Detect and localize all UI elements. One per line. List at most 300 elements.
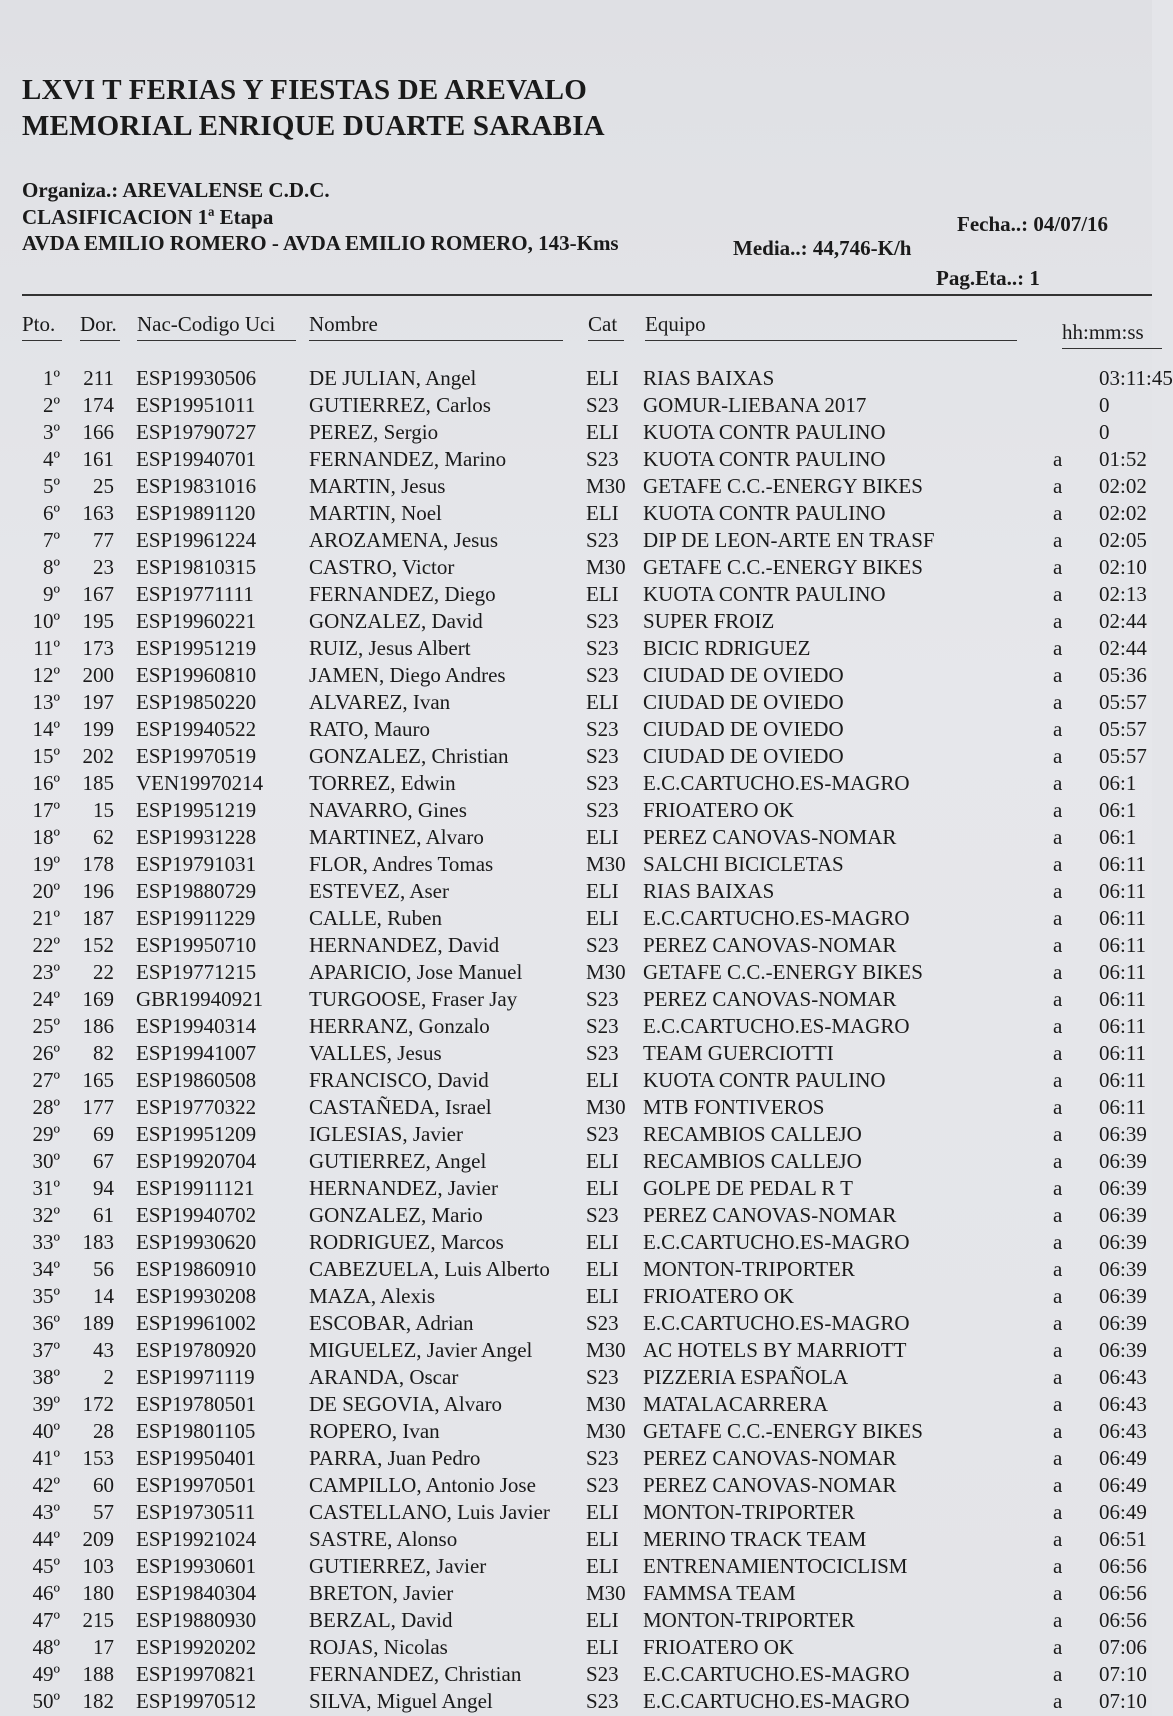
time-cell: 06:11 bbox=[1099, 933, 1147, 957]
team-cell: E.C.CARTUCHO.ES-MAGRO bbox=[643, 771, 910, 795]
position-cell: 42º bbox=[32, 1473, 60, 1497]
column-header-team: Equipo bbox=[645, 312, 1017, 337]
time-cell: 06:43 bbox=[1099, 1419, 1147, 1443]
rider-name-cell: ESTEVEZ, Aser bbox=[309, 879, 449, 903]
gap-marker-cell: a bbox=[1053, 690, 1063, 714]
bib-cell: 14 bbox=[93, 1284, 114, 1308]
gap-marker-cell: a bbox=[1053, 1068, 1063, 1092]
gap-marker-cell: a bbox=[1053, 1446, 1063, 1470]
position-cell: 14º bbox=[32, 717, 60, 741]
position-cell: 35º bbox=[32, 1284, 60, 1308]
table-row bbox=[0, 933, 1152, 960]
table-row bbox=[0, 1473, 1152, 1500]
uci-code-cell: ESP19921024 bbox=[136, 1527, 257, 1551]
time-cell: 02:02 bbox=[1099, 474, 1147, 498]
uci-code-cell: GBR19940921 bbox=[136, 987, 264, 1011]
category-cell: ELI bbox=[586, 1176, 619, 1200]
table-row bbox=[0, 393, 1152, 420]
rider-name-cell: PEREZ, Sergio bbox=[309, 420, 439, 444]
gap-marker-cell: a bbox=[1053, 906, 1063, 930]
category-cell: M30 bbox=[586, 1419, 626, 1443]
gap-marker-cell: a bbox=[1053, 1014, 1063, 1038]
table-row bbox=[0, 1257, 1152, 1284]
rider-name-cell: CALLE, Ruben bbox=[309, 906, 442, 930]
table-row bbox=[0, 798, 1152, 825]
team-cell: MATALACARRERA bbox=[643, 1392, 829, 1416]
table-row bbox=[0, 555, 1152, 582]
team-cell: FRIOATERO OK bbox=[643, 798, 795, 822]
time-cell: 06:39 bbox=[1099, 1284, 1147, 1308]
gap-marker-cell: a bbox=[1053, 1554, 1063, 1578]
rider-name-cell: MIGUELEZ, Javier Angel bbox=[309, 1338, 533, 1362]
uci-code-cell: ESP19860508 bbox=[136, 1068, 257, 1092]
rider-name-cell: CASTAÑEDA, Israel bbox=[309, 1095, 492, 1119]
gap-marker-cell: a bbox=[1053, 1257, 1063, 1281]
gap-marker-cell: a bbox=[1053, 744, 1063, 768]
bib-cell: 202 bbox=[82, 744, 114, 768]
average-speed: Media..: 44,746-K/h bbox=[733, 236, 912, 260]
gap-marker-cell: a bbox=[1053, 1419, 1063, 1443]
position-cell: 49º bbox=[32, 1662, 60, 1686]
table-row bbox=[0, 366, 1173, 393]
category-cell: ELI bbox=[586, 366, 619, 390]
category-cell: S23 bbox=[586, 717, 619, 741]
column-header-name: Nombre bbox=[309, 312, 563, 337]
category-cell: ELI bbox=[586, 1284, 619, 1308]
gap-marker-cell: a bbox=[1053, 771, 1063, 795]
time-cell: 0 bbox=[1099, 420, 1110, 444]
rider-name-cell: CABEZUELA, Luis Alberto bbox=[309, 1257, 550, 1281]
table-row bbox=[0, 852, 1152, 879]
time-cell: 05:36 bbox=[1099, 663, 1147, 687]
position-cell: 8º bbox=[42, 555, 60, 579]
category-cell: S23 bbox=[586, 771, 619, 795]
gap-marker-cell: a bbox=[1053, 1473, 1063, 1497]
position-cell: 46º bbox=[32, 1581, 60, 1605]
table-row bbox=[0, 987, 1152, 1014]
position-cell: 10º bbox=[32, 609, 60, 633]
gap-marker-cell: a bbox=[1053, 1230, 1063, 1254]
position-cell: 20º bbox=[32, 879, 60, 903]
gap-marker-cell: a bbox=[1053, 1176, 1063, 1200]
bib-cell: 186 bbox=[82, 1014, 114, 1038]
rider-name-cell: CASTELLANO, Luis Javier bbox=[309, 1500, 550, 1524]
bib-cell: 200 bbox=[82, 663, 114, 687]
rider-name-cell: BRETON, Javier bbox=[309, 1581, 454, 1605]
team-cell: ENTRENAMIENTOCICLISM bbox=[643, 1554, 908, 1578]
time-cell: 07:06 bbox=[1099, 1635, 1147, 1659]
position-cell: 37º bbox=[32, 1338, 60, 1362]
position-cell: 24º bbox=[32, 987, 60, 1011]
bib-cell: 196 bbox=[82, 879, 114, 903]
category-cell: ELI bbox=[586, 1149, 619, 1173]
position-cell: 21º bbox=[32, 906, 60, 930]
gap-marker-cell: a bbox=[1053, 1122, 1063, 1146]
team-cell: GOLPE DE PEDAL R T bbox=[643, 1176, 853, 1200]
bib-cell: 174 bbox=[82, 393, 114, 417]
table-row bbox=[0, 1608, 1152, 1635]
position-cell: 33º bbox=[32, 1230, 60, 1254]
gap-marker-cell: a bbox=[1053, 447, 1063, 471]
gap-marker-cell: a bbox=[1053, 1392, 1063, 1416]
bib-cell: 15 bbox=[93, 798, 114, 822]
table-row bbox=[0, 1338, 1152, 1365]
team-cell: MONTON-TRIPORTER bbox=[643, 1500, 855, 1524]
table-row bbox=[0, 1527, 1152, 1554]
rider-name-cell: GUTIERREZ, Angel bbox=[309, 1149, 487, 1173]
time-cell: 02:13 bbox=[1099, 582, 1147, 606]
position-cell: 43º bbox=[32, 1500, 60, 1524]
time-cell: 02:10 bbox=[1099, 555, 1147, 579]
position-cell: 15º bbox=[32, 744, 60, 768]
time-cell: 06:11 bbox=[1099, 987, 1147, 1011]
category-cell: ELI bbox=[586, 501, 619, 525]
table-row bbox=[0, 1041, 1152, 1068]
position-cell: 45º bbox=[32, 1554, 60, 1578]
uci-code-cell: ESP19730511 bbox=[136, 1500, 256, 1524]
uci-code-cell: ESP19840304 bbox=[136, 1581, 257, 1605]
table-row bbox=[0, 1149, 1152, 1176]
team-cell: RECAMBIOS CALLEJO bbox=[643, 1122, 862, 1146]
time-cell: 06:49 bbox=[1099, 1446, 1147, 1470]
position-cell: 9º bbox=[42, 582, 60, 606]
uci-code-cell: ESP19940702 bbox=[136, 1203, 257, 1227]
position-cell: 22º bbox=[32, 933, 60, 957]
table-row bbox=[0, 1068, 1152, 1095]
rider-name-cell: GONZALEZ, Mario bbox=[309, 1203, 483, 1227]
category-cell: S23 bbox=[586, 933, 619, 957]
time-cell: 06:39 bbox=[1099, 1203, 1147, 1227]
bib-cell: 77 bbox=[93, 528, 114, 552]
page-number: Pag.Eta..: 1 bbox=[936, 266, 1040, 290]
team-cell: PIZZERIA ESPAÑOLA bbox=[643, 1365, 849, 1389]
time-cell: 06:39 bbox=[1099, 1338, 1147, 1362]
rider-name-cell: DE SEGOVIA, Alvaro bbox=[309, 1392, 503, 1416]
gap-marker-cell: a bbox=[1053, 528, 1063, 552]
rider-name-cell: GUTIERREZ, Javier bbox=[309, 1554, 487, 1578]
rider-name-cell: HERNANDEZ, Javier bbox=[309, 1176, 498, 1200]
table-row bbox=[0, 1554, 1152, 1581]
time-cell: 06:39 bbox=[1099, 1149, 1147, 1173]
time-cell: 06:39 bbox=[1099, 1311, 1147, 1335]
team-cell: CIUDAD DE OVIEDO bbox=[643, 744, 844, 768]
time-cell: 02:02 bbox=[1099, 501, 1147, 525]
bib-cell: 28 bbox=[93, 1419, 114, 1443]
rider-name-cell: HERNANDEZ, David bbox=[309, 933, 500, 957]
time-cell: 06:49 bbox=[1099, 1500, 1147, 1524]
rider-name-cell: FERNANDEZ, Christian bbox=[309, 1662, 522, 1686]
team-cell: CIUDAD DE OVIEDO bbox=[643, 690, 844, 714]
uci-code-cell: ESP19940314 bbox=[136, 1014, 257, 1038]
classification-label: CLASIFICACION 1ª Etapa bbox=[22, 205, 274, 229]
uci-code-cell: ESP19920202 bbox=[136, 1635, 257, 1659]
rider-name-cell: RATO, Mauro bbox=[309, 717, 430, 741]
position-cell: 18º bbox=[32, 825, 60, 849]
date-label: Fecha..: 04/07/16 bbox=[957, 212, 1109, 236]
uci-code-cell: ESP19930601 bbox=[136, 1554, 257, 1578]
category-cell: S23 bbox=[586, 987, 619, 1011]
team-cell: RIAS BAIXAS bbox=[643, 366, 775, 390]
rider-name-cell: SILVA, Miguel Angel bbox=[309, 1689, 493, 1713]
position-cell: 25º bbox=[32, 1014, 60, 1038]
rider-name-cell: FLOR, Andres Tomas bbox=[309, 852, 494, 876]
position-cell: 7º bbox=[42, 528, 60, 552]
time-cell: 06:1 bbox=[1099, 771, 1137, 795]
category-cell: S23 bbox=[586, 528, 619, 552]
time-cell: 06:1 bbox=[1099, 798, 1137, 822]
time-cell: 02:44 bbox=[1099, 636, 1147, 660]
bib-cell: 69 bbox=[93, 1122, 114, 1146]
rider-name-cell: GUTIERREZ, Carlos bbox=[309, 393, 491, 417]
position-cell: 19º bbox=[32, 852, 60, 876]
position-cell: 40º bbox=[32, 1419, 60, 1443]
time-cell: 06:11 bbox=[1099, 1068, 1147, 1092]
bib-cell: 94 bbox=[93, 1176, 114, 1200]
position-cell: 38º bbox=[32, 1365, 60, 1389]
uci-code-cell: ESP19961224 bbox=[136, 528, 257, 552]
time-cell: 06:56 bbox=[1099, 1581, 1147, 1605]
uci-code-cell: ESP19940701 bbox=[136, 447, 257, 471]
position-cell: 31º bbox=[32, 1176, 60, 1200]
bib-cell: 161 bbox=[82, 447, 114, 471]
gap-marker-cell: a bbox=[1053, 987, 1063, 1011]
category-cell: ELI bbox=[586, 1257, 619, 1281]
team-cell: RIAS BAIXAS bbox=[643, 879, 775, 903]
position-cell: 39º bbox=[32, 1392, 60, 1416]
bib-cell: 177 bbox=[82, 1095, 114, 1119]
team-cell: KUOTA CONTR PAULINO bbox=[643, 582, 886, 606]
position-cell: 34º bbox=[32, 1257, 60, 1281]
table-row bbox=[0, 1203, 1152, 1230]
uci-code-cell: ESP19971119 bbox=[136, 1365, 255, 1389]
uci-code-cell: ESP19801105 bbox=[136, 1419, 256, 1443]
category-cell: ELI bbox=[586, 1635, 619, 1659]
category-cell: S23 bbox=[586, 1014, 619, 1038]
team-cell: MONTON-TRIPORTER bbox=[643, 1257, 855, 1281]
uci-code-cell: ESP19791031 bbox=[136, 852, 257, 876]
team-cell: CIUDAD DE OVIEDO bbox=[643, 717, 844, 741]
gap-marker-cell: a bbox=[1053, 1689, 1063, 1713]
table-row bbox=[0, 825, 1152, 852]
gap-marker-cell: a bbox=[1053, 582, 1063, 606]
category-cell: S23 bbox=[586, 1446, 619, 1470]
team-cell: KUOTA CONTR PAULINO bbox=[643, 420, 886, 444]
team-cell: PEREZ CANOVAS-NOMAR bbox=[643, 987, 897, 1011]
gap-marker-cell: a bbox=[1053, 798, 1063, 822]
bib-cell: 82 bbox=[93, 1041, 114, 1065]
team-cell: GETAFE C.C.-ENERGY BIKES bbox=[643, 555, 923, 579]
bib-cell: 209 bbox=[82, 1527, 114, 1551]
gap-marker-cell: a bbox=[1053, 1203, 1063, 1227]
uci-code-cell: ESP19790727 bbox=[136, 420, 257, 444]
bib-cell: 67 bbox=[93, 1149, 114, 1173]
gap-marker-cell: a bbox=[1053, 1041, 1063, 1065]
position-cell: 13º bbox=[32, 690, 60, 714]
uci-code-cell: ESP19951219 bbox=[136, 636, 257, 660]
team-cell: KUOTA CONTR PAULINO bbox=[643, 447, 886, 471]
rider-name-cell: RODRIGUEZ, Marcos bbox=[309, 1230, 504, 1254]
table-row bbox=[0, 474, 1152, 501]
table-row bbox=[0, 1635, 1152, 1662]
gap-marker-cell: a bbox=[1053, 1365, 1063, 1389]
bib-cell: 56 bbox=[93, 1257, 114, 1281]
rider-name-cell: GONZALEZ, David bbox=[309, 609, 483, 633]
team-cell: MERINO TRACK TEAM bbox=[643, 1527, 867, 1551]
column-header-dor: Dor. bbox=[80, 312, 120, 337]
bib-cell: 169 bbox=[82, 987, 114, 1011]
team-cell: E.C.CARTUCHO.ES-MAGRO bbox=[643, 1014, 910, 1038]
category-cell: ELI bbox=[586, 1500, 619, 1524]
position-cell: 12º bbox=[32, 663, 60, 687]
bib-cell: 22 bbox=[93, 960, 114, 984]
rider-name-cell: IGLESIAS, Javier bbox=[309, 1122, 463, 1146]
category-cell: S23 bbox=[586, 393, 619, 417]
table-row bbox=[0, 582, 1152, 609]
gap-marker-cell: a bbox=[1053, 852, 1063, 876]
column-header-cat: Cat bbox=[588, 312, 624, 337]
bib-cell: 187 bbox=[82, 906, 114, 930]
bib-cell: 199 bbox=[82, 717, 114, 741]
bib-cell: 23 bbox=[93, 555, 114, 579]
category-cell: S23 bbox=[586, 447, 619, 471]
uci-code-cell: ESP19771111 bbox=[136, 582, 254, 606]
time-cell: 06:39 bbox=[1099, 1257, 1147, 1281]
category-cell: S23 bbox=[586, 798, 619, 822]
position-cell: 41º bbox=[32, 1446, 60, 1470]
time-cell: 05:57 bbox=[1099, 690, 1147, 714]
table-row bbox=[0, 960, 1152, 987]
team-cell: GOMUR-LIEBANA 2017 bbox=[643, 393, 867, 417]
table-row bbox=[0, 1662, 1152, 1689]
time-cell: 06:39 bbox=[1099, 1176, 1147, 1200]
rider-name-cell: APARICIO, Jose Manuel bbox=[309, 960, 523, 984]
team-cell: E.C.CARTUCHO.ES-MAGRO bbox=[643, 1689, 910, 1713]
time-cell: 05:57 bbox=[1099, 717, 1147, 741]
bib-cell: 180 bbox=[82, 1581, 114, 1605]
position-cell: 32º bbox=[32, 1203, 60, 1227]
time-cell: 06:39 bbox=[1099, 1230, 1147, 1254]
uci-code-cell: ESP19970512 bbox=[136, 1689, 257, 1713]
team-cell: PEREZ CANOVAS-NOMAR bbox=[643, 1446, 897, 1470]
time-cell: 06:11 bbox=[1099, 852, 1147, 876]
category-cell: S23 bbox=[586, 663, 619, 687]
bib-cell: 61 bbox=[93, 1203, 114, 1227]
bib-cell: 178 bbox=[82, 852, 114, 876]
team-cell: E.C.CARTUCHO.ES-MAGRO bbox=[643, 1311, 910, 1335]
bib-cell: 43 bbox=[93, 1338, 114, 1362]
team-cell: PEREZ CANOVAS-NOMAR bbox=[643, 933, 897, 957]
uci-code-cell: ESP19931228 bbox=[136, 825, 257, 849]
category-cell: S23 bbox=[586, 636, 619, 660]
bib-cell: 165 bbox=[82, 1068, 114, 1092]
team-cell: CIUDAD DE OVIEDO bbox=[643, 663, 844, 687]
category-cell: S23 bbox=[586, 1311, 619, 1335]
time-cell: 06:11 bbox=[1099, 1014, 1147, 1038]
rider-name-cell: SASTRE, Alonso bbox=[309, 1527, 458, 1551]
rider-name-cell: RUIZ, Jesus Albert bbox=[309, 636, 471, 660]
time-cell: 03:11:45 bbox=[1099, 366, 1173, 390]
uci-code-cell: ESP19940522 bbox=[136, 717, 257, 741]
rider-name-cell: NAVARRO, Gines bbox=[309, 798, 467, 822]
category-cell: ELI bbox=[586, 690, 619, 714]
position-cell: 27º bbox=[32, 1068, 60, 1092]
rider-name-cell: TURGOOSE, Fraser Jay bbox=[309, 987, 518, 1011]
team-cell: PEREZ CANOVAS-NOMAR bbox=[643, 1203, 897, 1227]
gap-marker-cell: a bbox=[1053, 1608, 1063, 1632]
gap-marker-cell: a bbox=[1053, 474, 1063, 498]
uci-code-cell: ESP19831016 bbox=[136, 474, 257, 498]
table-row bbox=[0, 1581, 1152, 1608]
gap-marker-cell: a bbox=[1053, 879, 1063, 903]
uci-code-cell: ESP19930620 bbox=[136, 1230, 257, 1254]
rider-name-cell: ESCOBAR, Adrian bbox=[309, 1311, 474, 1335]
team-cell: PEREZ CANOVAS-NOMAR bbox=[643, 825, 897, 849]
page-title: LXVI T FERIAS Y FIESTAS DE AREVALO bbox=[22, 74, 587, 106]
position-cell: 1º bbox=[42, 366, 60, 390]
column-header-time: hh:mm:ss bbox=[1062, 320, 1162, 345]
table-row bbox=[0, 1311, 1152, 1338]
uci-code-cell: VEN19970214 bbox=[136, 771, 264, 795]
category-cell: ELI bbox=[586, 879, 619, 903]
time-cell: 02:44 bbox=[1099, 609, 1147, 633]
team-cell: MONTON-TRIPORTER bbox=[643, 1608, 855, 1632]
position-cell: 48º bbox=[32, 1635, 60, 1659]
bib-cell: 103 bbox=[82, 1554, 114, 1578]
time-cell: 05:57 bbox=[1099, 744, 1147, 768]
table-row bbox=[0, 1446, 1152, 1473]
table-row bbox=[0, 501, 1152, 528]
category-cell: M30 bbox=[586, 852, 626, 876]
uci-code-cell: ESP19960221 bbox=[136, 609, 257, 633]
position-cell: 36º bbox=[32, 1311, 60, 1335]
organizer: Organiza.: AREVALENSE C.D.C. bbox=[22, 178, 330, 202]
category-cell: S23 bbox=[586, 1041, 619, 1065]
table-row bbox=[0, 1230, 1152, 1257]
position-cell: 29º bbox=[32, 1122, 60, 1146]
time-cell: 0 bbox=[1099, 393, 1110, 417]
rider-name-cell: PARRA, Juan Pedro bbox=[309, 1446, 481, 1470]
uci-code-cell: ESP19780920 bbox=[136, 1338, 257, 1362]
table-row bbox=[0, 636, 1152, 663]
bib-cell: 167 bbox=[82, 582, 114, 606]
uci-code-cell: ESP19880729 bbox=[136, 879, 257, 903]
uci-code-cell: ESP19950710 bbox=[136, 933, 257, 957]
uci-code-cell: ESP19970519 bbox=[136, 744, 257, 768]
table-row bbox=[0, 771, 1152, 798]
position-cell: 44º bbox=[32, 1527, 60, 1551]
uci-code-cell: ESP19951011 bbox=[136, 393, 256, 417]
category-cell: M30 bbox=[586, 1095, 626, 1119]
uci-code-cell: ESP19850220 bbox=[136, 690, 257, 714]
table-row bbox=[0, 1284, 1152, 1311]
team-cell: TEAM GUERCIOTTI bbox=[643, 1041, 834, 1065]
table-row bbox=[0, 717, 1152, 744]
rider-name-cell: CASTRO, Victor bbox=[309, 555, 455, 579]
uci-code-cell: ESP19891120 bbox=[136, 501, 256, 525]
category-cell: S23 bbox=[586, 1473, 619, 1497]
category-cell: ELI bbox=[586, 1527, 619, 1551]
gap-marker-cell: a bbox=[1053, 933, 1063, 957]
position-cell: 11º bbox=[33, 636, 60, 660]
position-cell: 17º bbox=[32, 798, 60, 822]
bib-cell: 185 bbox=[82, 771, 114, 795]
gap-marker-cell: a bbox=[1053, 1662, 1063, 1686]
category-cell: M30 bbox=[586, 1581, 626, 1605]
gap-marker-cell: a bbox=[1053, 1311, 1063, 1335]
position-cell: 26º bbox=[32, 1041, 60, 1065]
time-cell: 06:11 bbox=[1099, 1095, 1147, 1119]
uci-code-cell: ESP19911229 bbox=[136, 906, 256, 930]
